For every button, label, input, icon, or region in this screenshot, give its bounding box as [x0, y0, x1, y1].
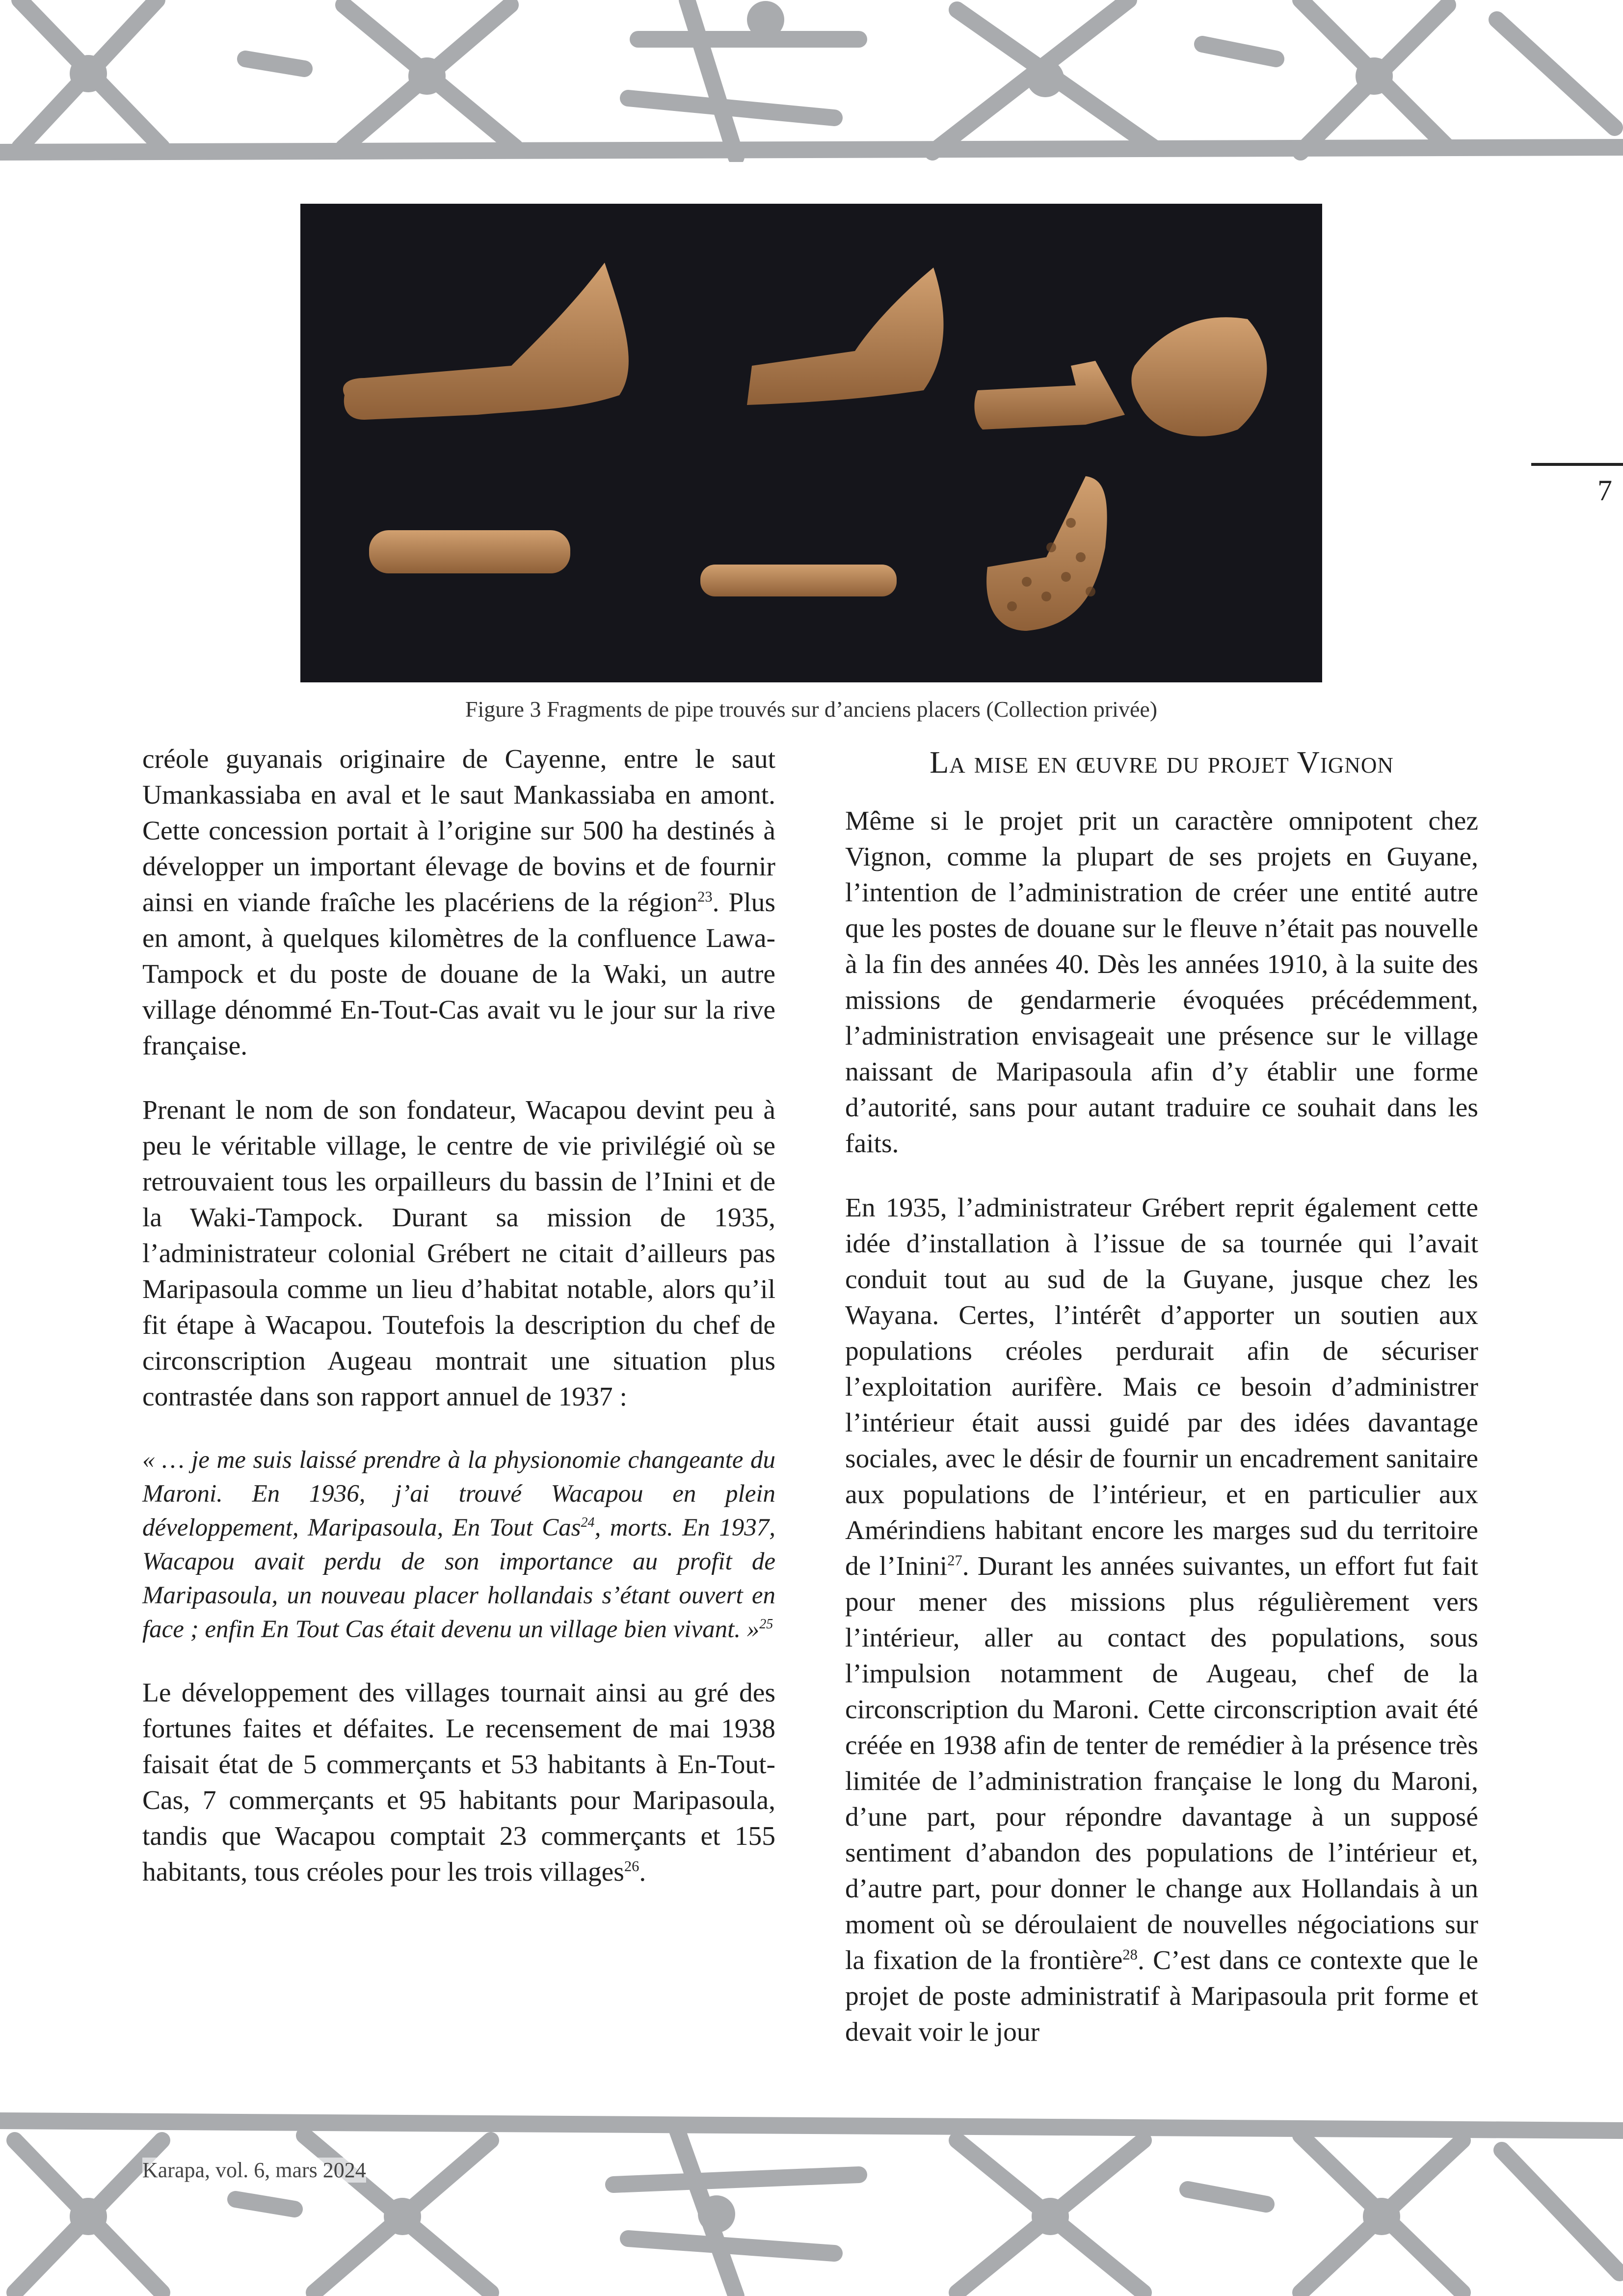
- footnote-ref: 24: [581, 1515, 595, 1530]
- footer-journal-reference: Karapa, vol. 6, mars 2024: [142, 2158, 366, 2182]
- right-column: [845, 741, 1478, 2079]
- paragraph: créole guyanais originaire de Cayenne, entre le saut Umankassiaba en aval et le saut Mankassiaba en amont. Cette concession portait à l’origine sur 500 ha destinés à développer un important élevage de bovins et de fournir ainsi en viande fraîche les placériens de la région$^{23}$. Plus en amont, à quelques kilomètres de la confluence Lawa-Tampock et du poste de douane de la Waki, un autre village dénommé En-Tout-Cas avait vu le jour sur la rive française.: [142, 744, 775, 1061]
- pipe-fragment-5: [369, 530, 570, 573]
- paragraph: Le développement des villages tournait ainsi au gré des fortunes faites et défaites. Le recensement de mai 1938 faisait état de 5 commerçants et 53 habitants à En-Tout-Cas, 7 commerçants et 95 habitants pour Maripasoula, tandis que Wacapou comptait 23 commerçants et 155 habitants, tous créoles pour les trois villages$^{26}$.: [142, 1678, 775, 1887]
- pipe-fragment-6: [700, 565, 897, 596]
- paragraph: Prenant le nom de son fondateur, Wacapou devint peu à peu le véritable village, le centre de vie privilégié où se retrouvaient tous les orpailleurs du bassin de l’Inini et de la Waki-Tampock. Durant sa mission de 1935, l’administrateur colonial Grébert ne citait d’ailleurs pas Maripasoula comme un lieu d’habitat notable, alors qu’il fit étape à Wacapou. Toutefois la description du chef de circonscription Augeau montrait une situation plus contrastée dans son rapport annuel de 1937 :: [142, 1095, 775, 1412]
- block-quote: « … je me suis laissé prendre à la physionomie changeante du Maroni. En 1936, j’ai trouvé Wacapou en plein développement, Maripasoula, En Tout Cas$^{24}$, morts. En 1937, Wacapou avait perdu de son importance au profit de Maripasoula, un nouveau placer hollandais s’étant ouvert en face ; enfin En Tout Cas était devenu un village bien vivant. »$^{25}$: [142, 1446, 775, 1643]
- left-column: [142, 741, 775, 1918]
- footer-pattern-band: [0, 2111, 1623, 2296]
- paragraph: En 1935, l’administrateur Grébert reprit également cette idée d’installation à l’issue de sa tournée qui l’avait conduit tout au sud de la Guyane, jusque chez les Wayana. Certes, l’intérêt d’apporter un soutien aux populations créoles perdurait afin de sécuriser l’exploitation aurifère. Mais ce besoin d’administrer l’intérieur était aussi guidé par des idées davantage sociales, avec le désir de fournir un encadrement sanitaire aux populations de l’intérieur, et en particulier aux Amérindiens habitant encore les marges sud du territoire de l’Inini$^{27}$. Durant les années suivantes, un effort fut fait pour mener des missions plus régulièrement vers l’intérieur, aller au contact des populations, sous l’impulsion notamment de Augeau, chef de la circonscription du Maroni. Cette circonscription avait été créée en 1938 afin de tenter de remédier à la présence très limitée de l’administration française le long du Maroni, d’une part, pour répondre davantage à un supposé sentiment d’abandon des populations de l’intérieur et, d’autre part, pour donner le change aux Hollandais à un moment où se déroulaient de nouvelles négociations sur la fixation de la frontière$^{28}$. C’est dans ce contexte que le projet de poste administratif à Maripasoula prit forme et devait voir le jour: [845, 1193, 1479, 2047]
- footnote-ref: 28: [1122, 1946, 1138, 1963]
- page-number-rule: [1531, 463, 1623, 466]
- footnote-ref: 25: [759, 1617, 773, 1632]
- page-number: 7: [1597, 474, 1612, 507]
- footnote-ref: 27: [947, 1552, 962, 1569]
- figure-caption: Figure 3 Fragments de pipe trouvés sur d’anciens placers (Collection privée): [465, 697, 1158, 722]
- footnote-ref: 23: [697, 888, 713, 905]
- figure-photo-pipe-fragments: [300, 204, 1322, 682]
- pipe-fragment-2: [747, 268, 943, 405]
- footnote-ref: 26: [624, 1858, 639, 1875]
- pipe-fragment-1: [343, 263, 629, 420]
- header-pattern-band: [0, 0, 1623, 162]
- paragraph: Même si le projet prit un caractère omnipotent chez Vignon, comme la plupart de ses projets en Guyane, l’intention de l’administration de créer une entité autre que les postes de douane sur le fleuve n’était pas nouvelle à la fin des années 40. Dès les années 1910, à la suite des missions de gendarmerie évoquées précédemment, l’administration envisageait une présence sur le village naissant de Maripasoula afin d’y établir une forme d’autorité, sans pour autant traduire ce souhait dans les faits.: [845, 806, 1478, 1159]
- pipe-fragment-7: [986, 476, 1107, 631]
- section-title: La mise en œuvre du projet Vignon: [930, 745, 1394, 780]
- pipe-fragment-3: [974, 361, 1125, 430]
- pipe-fragment-4: [1131, 317, 1267, 436]
